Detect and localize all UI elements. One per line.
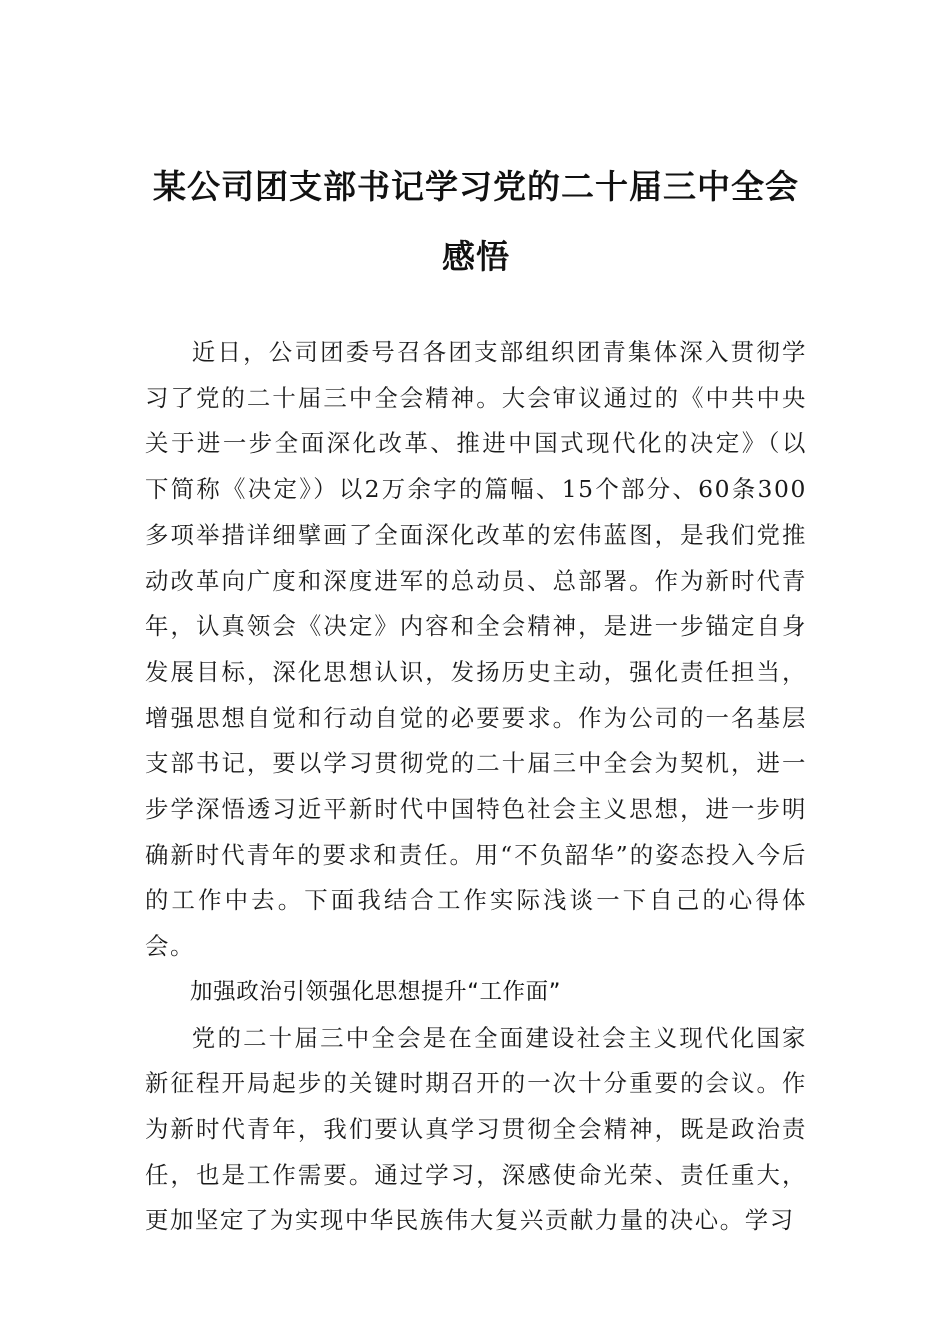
section-paragraph: 党的二十届三中全会是在全面建设社会主义现代化国家新征程开局起步的关键时期召开的一次十分重要的会议。作为新时代青年，我们要认真学习贯彻全会精神，既是政治责任，也是工作需要。通过学习，深感使命光荣、责任重大，更加坚定了为实现中华民族伟大复兴贡献力量的决心。学习 <box>145 1023 807 1235</box>
document-body <box>145 330 807 1244</box>
document-title: 某公司团支部书记学习党的二十届三中全会感悟 <box>153 167 799 276</box>
section-heading: 加强政治引领强化思想提升“工作面” <box>190 978 562 1005</box>
intro-paragraph: 近日，公司团委号召各团支部组织团青集体深入贯彻学习了党的二十届三中全会精神。大会审议通过的《中共中央关于进一步全面深化改革、推进中国式现代化的决定》（以下简称《决定》）以2万余字的篇幅、15个部分、60条300多项举措详细擘画了全面深化改革的宏伟蓝图，是我们党推动改革向广度和深度进军的总动员、总部署。作为新时代青年，认真领会《决定》内容和全会精神，是进一步锚定自身发展目标，深化思想认识，发扬历史主动，强化责任担当，增强思想自觉和行动自觉的必要要求。作为公司的一名基层支部书记，要以学习贯彻党的二十届三中全会为契机，进一步学深悟透习近平新时代中国特色社会主义思想，进一步明确新时代青年的要求和责任。用“不负韶华”的姿态投入今后的工作中去。下面我结合工作实际浅谈一下自己的心得体会。 <box>145 338 807 961</box>
